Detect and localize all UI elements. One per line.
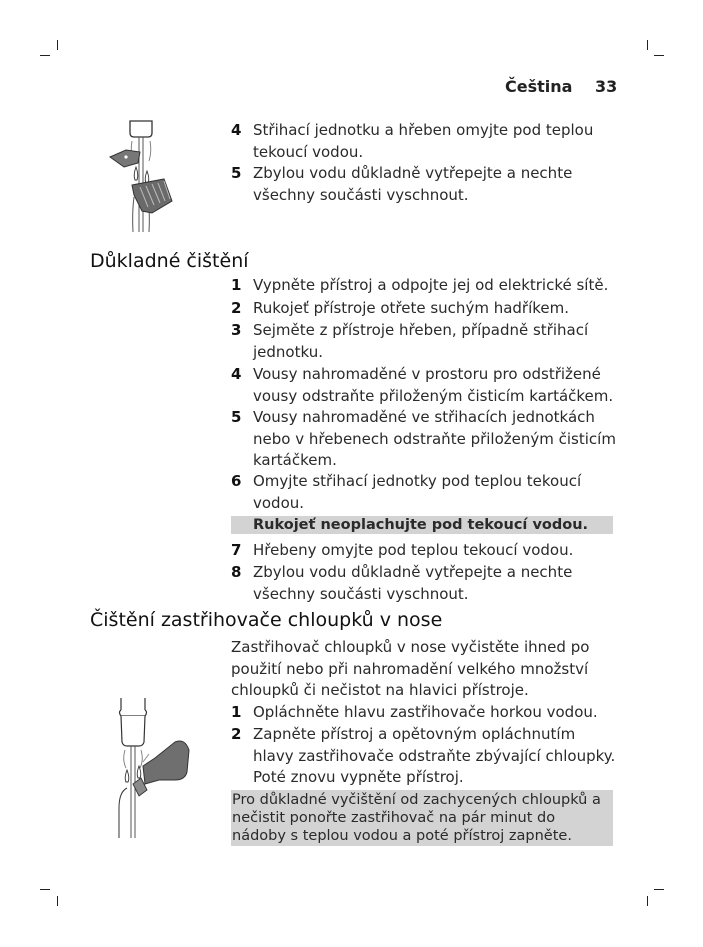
list-item-text: Rukojeť přístroje otřete suchým hadříkem.: [253, 299, 570, 317]
list-item: [231, 540, 616, 562]
header-language: Čeština: [505, 77, 573, 96]
crop-mark: [654, 889, 664, 890]
section-title-nose-trimmer: Čištění zastřihovače chloupků v nose: [90, 609, 443, 631]
crop-mark: [647, 40, 648, 50]
crop-mark: [40, 889, 50, 890]
crop-mark: [647, 896, 648, 906]
list-item: [231, 702, 616, 724]
list-item-text: Zapněte přístroj a opětovným opláchnutím hlavy zastřihovače odstraňte zbývající chloupky. Poté znovu vypněte přístroj.: [253, 725, 616, 786]
list-item-number: 4: [231, 121, 242, 139]
list-item: [231, 562, 616, 605]
list-item-number: 5: [231, 408, 242, 426]
tip-note: Pro důkladné vyčištění od zachycených chloupků a nečistit ponořte zastřihovač na pár minut do nádoby s teplou vodou a poté přístroj zapněte.: [231, 790, 613, 846]
page-number: 33: [595, 77, 618, 96]
list-item-text: Střihací jednotku a hřeben omyjte pod teplou tekoucí vodou.: [253, 121, 594, 161]
list-item-number: 3: [231, 321, 242, 339]
list-item-number: 2: [231, 725, 242, 743]
list-item-number: 7: [231, 541, 242, 559]
list-item-text: Zbylou vodu důkladně vytřepejte a nechte všechny součásti vyschnout.: [253, 164, 573, 204]
rinse-nose-trimmer-illustration: [105, 698, 195, 838]
list-item-number: 5: [231, 164, 242, 182]
crop-mark: [654, 55, 664, 56]
list-item: [231, 407, 616, 472]
list-item: [231, 163, 616, 206]
warning-note: Rukojeť neoplachujte pod tekoucí vodou.: [231, 516, 613, 534]
list-item-number: 1: [231, 276, 242, 294]
crop-mark: [40, 55, 50, 56]
section-title-thorough-cleaning: Důkladné čištění: [90, 250, 249, 272]
list-item-text: Vousy nahromaděné ve střihacích jednotkách nebo v hřebenech odstraňte přiloženým čisticím kartáčkem.: [253, 408, 616, 469]
list-item-text: Hřebeny omyjte pod teplou tekoucí vodou.: [253, 541, 574, 559]
crop-mark: [57, 896, 58, 906]
intro-paragraph: Zastřihovač chloupků v nose vyčistěte ihned po použití nebo při nahromadění velkého množství chloupků či nečistot na hlavici přístroje.: [231, 638, 590, 699]
list-item-number: 2: [231, 299, 242, 317]
list-item: [231, 724, 616, 789]
list-item: [231, 275, 616, 297]
list-item: [231, 471, 616, 514]
crop-mark: [57, 40, 58, 50]
list-item-text: Opláchněte hlavu zastřihovače horkou vodou.: [253, 703, 598, 721]
list-item-text: Vousy nahromaděné v prostoru pro odstřižené vousy odstraňte přiloženým čisticím kartáčkem.: [253, 365, 614, 405]
list-item: [231, 298, 616, 320]
list-item: [231, 320, 616, 363]
list-item: [231, 364, 616, 407]
list-item-number: 8: [231, 563, 242, 581]
list-item-text: Omyjte střihací jednotky pod teplou tekoucí vodou.: [253, 472, 582, 512]
list-item-number: 4: [231, 365, 242, 383]
list-item-number: 6: [231, 472, 242, 490]
list-item-text: Sejměte z přístroje hřeben, případně střihací jednotku.: [253, 321, 589, 361]
list-item-text: Vypněte přístroj a odpojte jej od elektrické sítě.: [253, 276, 609, 294]
rinse-comb-illustration: [102, 117, 182, 232]
list-item-text: Zbylou vodu důkladně vytřepejte a nechte všechny součásti vyschnout.: [253, 563, 573, 603]
list-item-number: 1: [231, 703, 242, 721]
list-item: [231, 120, 616, 163]
